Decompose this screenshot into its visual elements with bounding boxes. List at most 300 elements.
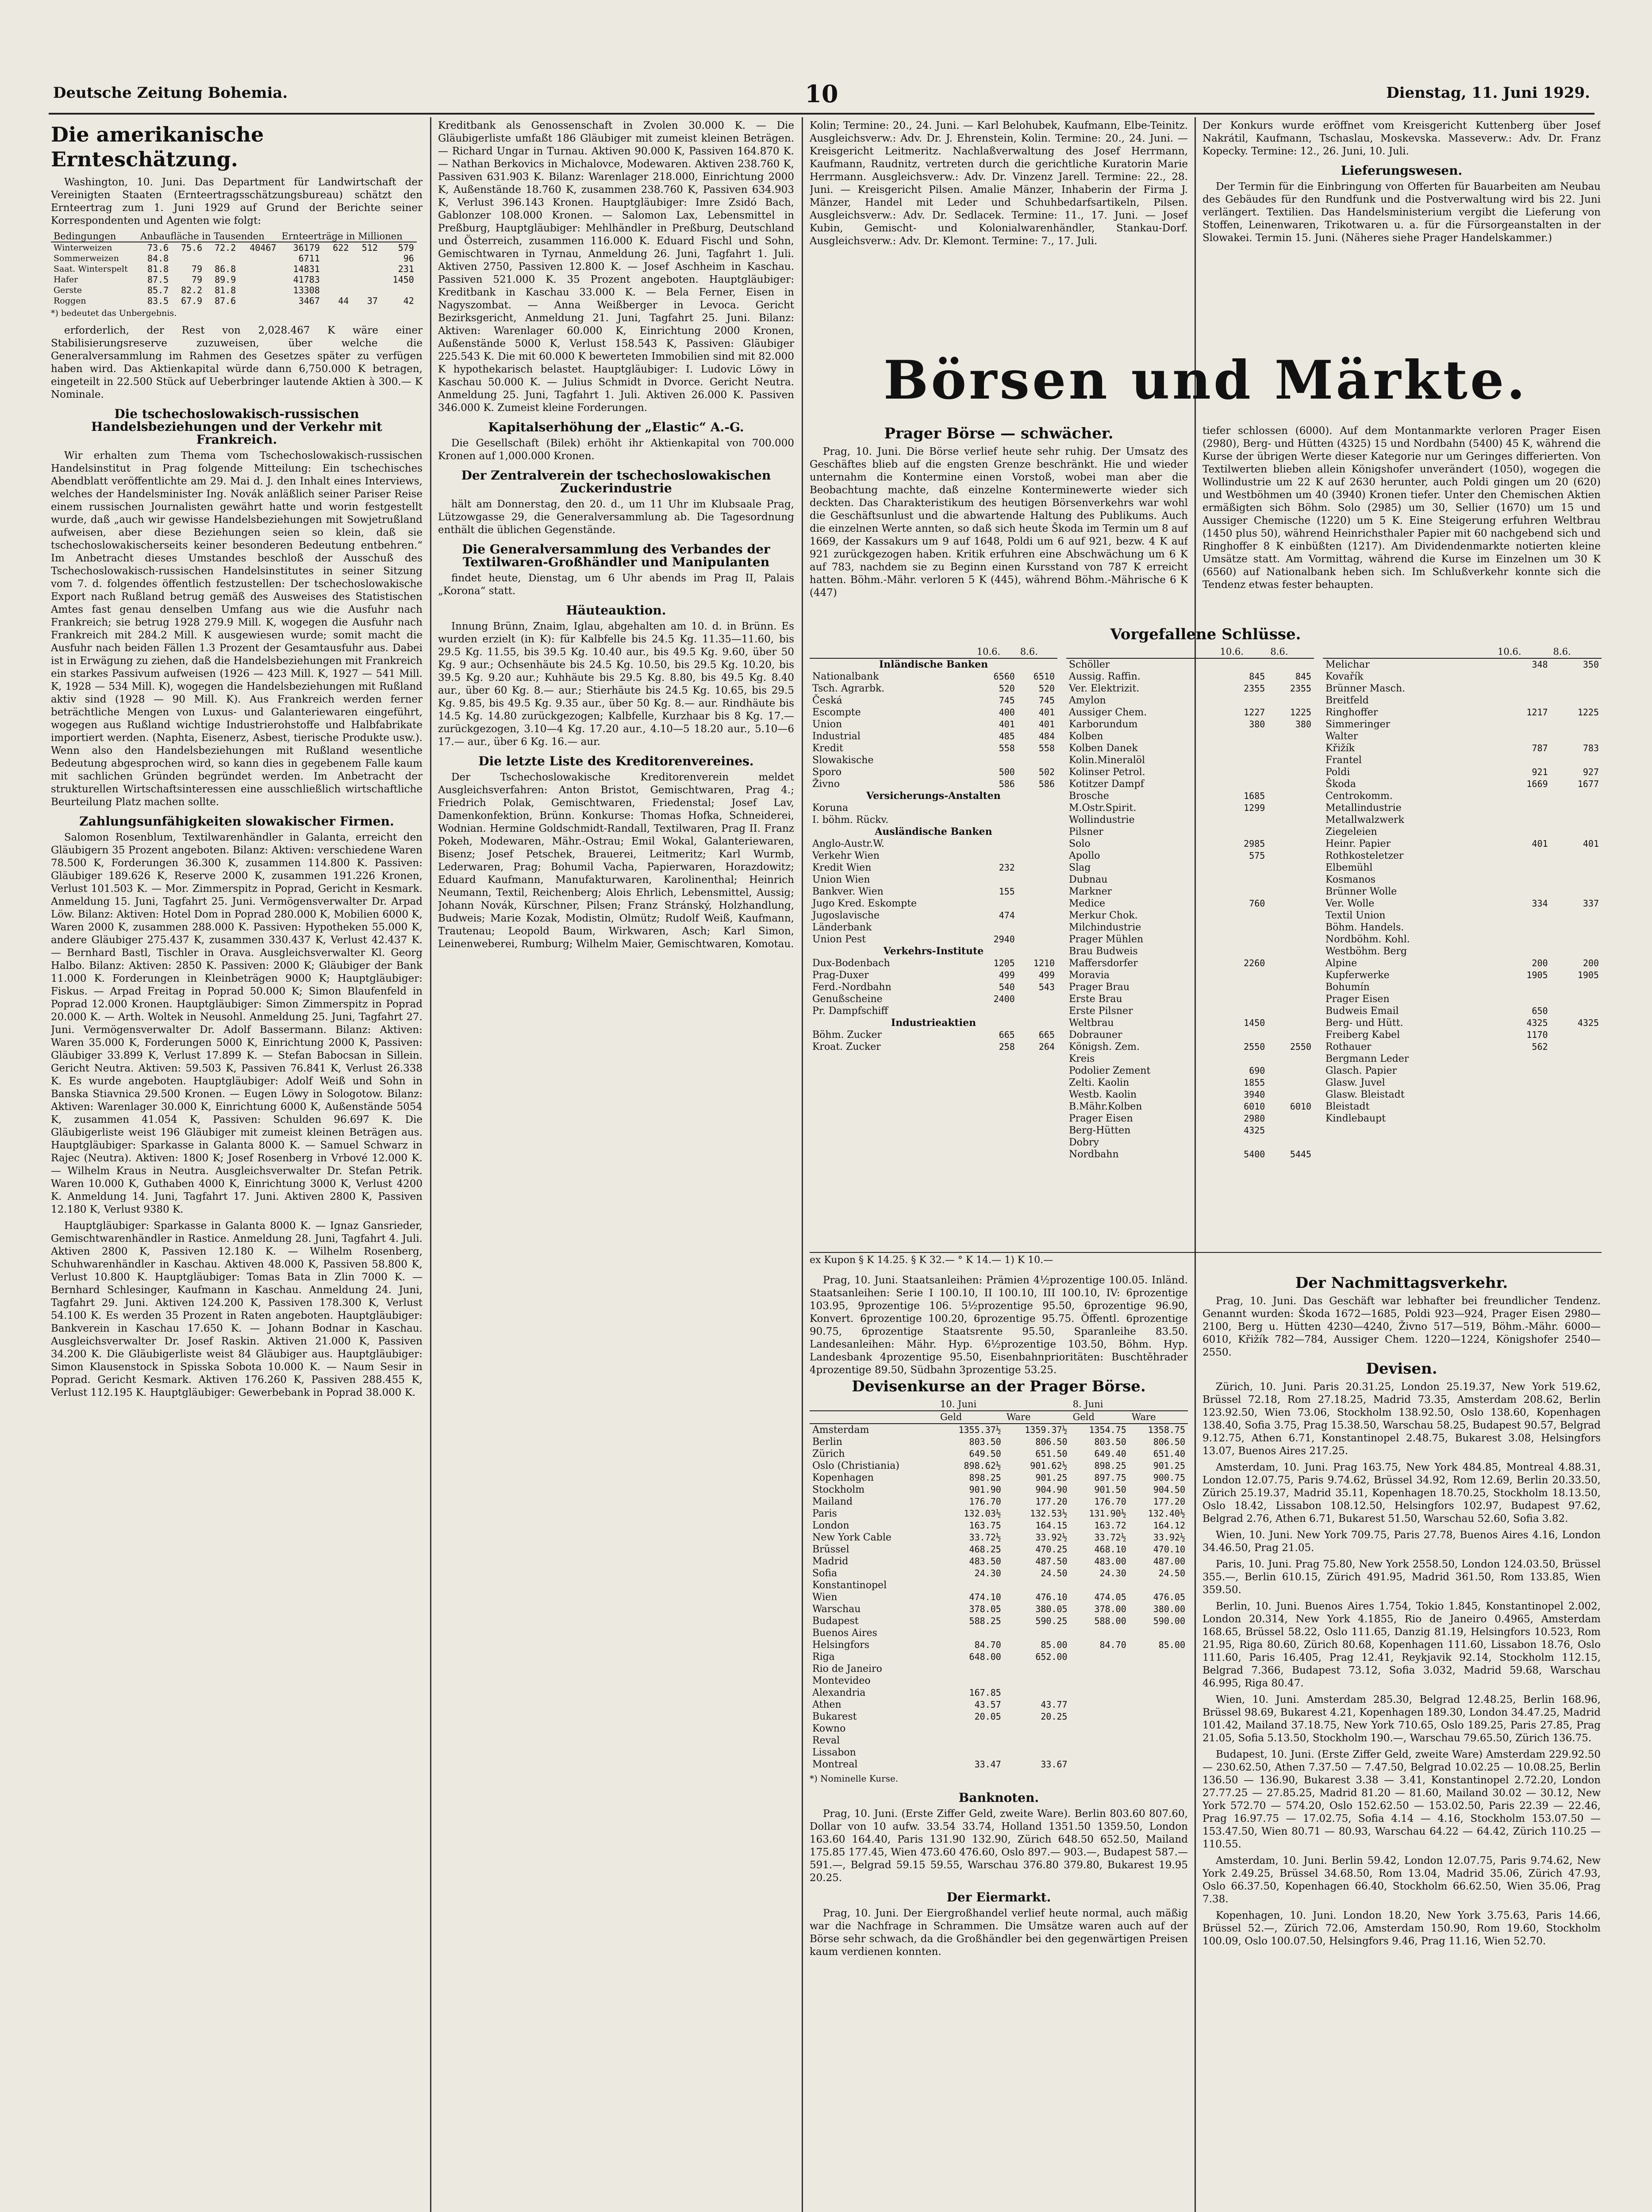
stock-row [1066, 778, 1314, 790]
fx-city: Madrid [812, 1556, 849, 1567]
fx-city: Montevideo [812, 1675, 871, 1686]
stock-price [1495, 718, 1551, 730]
stock-price: 258 [999, 1041, 1015, 1052]
stock-row [1323, 718, 1602, 730]
stock-price [1018, 874, 1057, 886]
stock-price [1268, 981, 1314, 993]
closing-prices-table-2 [1066, 646, 1314, 1248]
stock-name: Brünner Wolle [1325, 886, 1397, 897]
fx-rate [1070, 1759, 1129, 1770]
subheading: Die letzte Liste des Kreditorenvereines. [478, 754, 754, 768]
stock-name: Kosmanos [1325, 874, 1376, 885]
subheading-insolvency: Zahlungsunfähigkeiten slowakischer Firmen. [79, 814, 394, 829]
crop-name: Sommerweizen [54, 253, 119, 263]
stock-price: 380 [1249, 719, 1265, 730]
stock-row [1323, 1065, 1602, 1077]
stock-name: Pr. Dampfschiff [812, 1006, 888, 1017]
fx-city: Amsterdam [812, 1425, 869, 1436]
stock-price: 575 [1249, 850, 1265, 861]
stock-name: Metallindustrie [1325, 803, 1402, 814]
fx-rate [1129, 1735, 1188, 1747]
article-lead: Washington, 10. Juni. Das Department für Landwirtschaft der Vereinigten Staaten (Ernteertragsschätzungsbureau) schätzt den Ernteertrag zum 1. Juni 1929 auf Grund der Berichte seiner Korrespondenten und Agenten wie folgt: [51, 177, 423, 227]
stock-price: 665 [999, 1029, 1015, 1040]
crop-value: 36179 [293, 242, 320, 253]
stock-row [810, 969, 1057, 981]
crop-row [51, 296, 423, 306]
stock-name: Erste Brau [1069, 994, 1122, 1005]
fx-city: Helsingfors [812, 1640, 870, 1651]
crop-value: 37 [367, 296, 378, 306]
fx-row [810, 1460, 1188, 1472]
stock-row [810, 862, 1057, 874]
stock-price [1217, 814, 1268, 826]
stock-row [1323, 874, 1602, 886]
stock-row [1323, 993, 1602, 1005]
stock-name: Koruna [812, 803, 849, 814]
fx-row [810, 1627, 1188, 1639]
fx-rate: 20.25 [1041, 1711, 1068, 1722]
stock-price: 2260 [1244, 958, 1265, 968]
stock-price: 745 [999, 695, 1015, 706]
stock-row [810, 683, 1057, 695]
closing-prices-table-1 [810, 646, 1057, 1248]
stock-row [1066, 969, 1314, 981]
fx-rate: 470.25 [1035, 1544, 1068, 1555]
fx-rate: 378.05 [969, 1604, 1001, 1614]
stock-name: Amylon [1069, 695, 1106, 706]
crop-value [238, 285, 279, 296]
stock-row [1323, 1005, 1602, 1017]
fx-rate: 33.67 [1041, 1759, 1068, 1770]
stock-price [1217, 981, 1268, 993]
stock-price [1268, 957, 1314, 969]
fx-rate: 803.50 [969, 1436, 1001, 1447]
devisen-text [1203, 1381, 1601, 1948]
stock-name: Jugoslavische [812, 910, 880, 921]
stock-row [1066, 658, 1314, 671]
stock-price: 380 [1295, 719, 1311, 730]
fx-row [810, 1532, 1188, 1544]
fx-city: Montreal [812, 1759, 858, 1770]
column-2 [438, 119, 794, 2212]
fx-rate [1070, 1651, 1129, 1663]
fx-rate [937, 1579, 1004, 1591]
fx-rate: 806.50 [1153, 1436, 1185, 1447]
stock-name: Kolben [1069, 731, 1103, 742]
stock-name: Wollindustrie [1069, 814, 1135, 826]
fx-row [810, 1472, 1188, 1484]
stock-price [1551, 754, 1602, 766]
stock-row [1323, 778, 1602, 790]
stock-price: 1225 [1577, 707, 1599, 718]
stock-name: Pilsner [1069, 826, 1103, 837]
fx-rate: 43.77 [1041, 1699, 1068, 1710]
stock-row [1323, 862, 1602, 874]
stock-row [1066, 730, 1314, 742]
stock-price [1495, 933, 1551, 945]
article-paragraph: Prag, 10. Juni. Die Börse verlief heute sehr ruhig. Der Umsatz des Geschäftes blieb auf die engsten Grenze beschränkt. Hie und wieder unternahm die Kontermine einen Vorstoß, wobei man aber die Beobachtung machte, daß einzelne Konterminewerte wieder sich deckten. Das Charakteristikum des heutigen Börsenverkehrs war wohl die Geschäftsunlust und die abwartende Haltung des Publikums. Auch die einzelnen Werte annten, so daß sich heute Škoda im Termin um 8 auf 1669, der Kassakurs um 9 auf 1648, Poldi um 6 auf 921, bezw. 4 K auf 921 zurückgezogen haben. Kritik erfuhren eine Abschwächung um 6 K auf 783, nachdem sie zu Beginn einen Kursstand von 787 K erreicht hatten. Böhm.-Mähr. verloren 5 K (445), während Böhm.-Mährische 6 K (447) [810, 446, 1188, 599]
crop-value: 622 [333, 242, 349, 253]
fx-rate: 132.40½ [1148, 1508, 1185, 1519]
fx-rate: 468.25 [969, 1544, 1001, 1555]
stock-group-name: Industrieaktien [891, 1017, 976, 1029]
stock-price [1551, 862, 1602, 874]
stock-price [1495, 1053, 1551, 1065]
fx-city: Brüssel [812, 1544, 849, 1555]
stock-name: B.Mähr.Kolben [1069, 1101, 1142, 1112]
fx-note: *) Nominelle Kurse. [810, 1773, 899, 1784]
subheading: Die Generalversammlung des Verbandes der Textilwaren-Großhändler und Manipulanten [462, 542, 770, 569]
masthead [53, 80, 1590, 111]
stock-price: 401 [1038, 707, 1055, 718]
stock-price [1268, 862, 1314, 874]
stock-name: Kolinser Petrol. [1069, 767, 1145, 778]
stock-group-row [810, 658, 1057, 671]
stock-price: 499 [999, 970, 1015, 980]
stock-name: Křižík [1325, 743, 1355, 754]
stock-price [1217, 993, 1268, 1005]
crop-value [351, 285, 380, 296]
crop-header: Anbaufläche in Tausenden [138, 231, 279, 242]
stock-name: Länderbank [812, 922, 872, 933]
fx-city: New York Cable [812, 1532, 891, 1543]
stock-name: Apollo [1069, 850, 1100, 861]
crop-value [380, 285, 417, 296]
stock-price: 586 [1038, 779, 1055, 789]
stock-group-name: Inländische Banken [879, 659, 988, 670]
fx-rate [1129, 1711, 1188, 1723]
stock-name: Zelti. Kaolin [1069, 1077, 1130, 1088]
closing-prices-table-3 [1323, 646, 1602, 1248]
stock-name: Prager Eisen [1325, 994, 1390, 1005]
fx-rate: 33.72½ [969, 1532, 1001, 1543]
stock-row [1066, 1053, 1314, 1065]
stock-price [1268, 898, 1314, 910]
stock-name: Jugo Kred. Eskompte [812, 898, 917, 909]
stock-row [810, 1041, 1057, 1053]
stock-price [1551, 1065, 1602, 1077]
crop-value: 42 [403, 296, 414, 306]
crop-value: 86.8 [215, 264, 236, 274]
stock-price: 520 [999, 683, 1015, 694]
devisen-paragraph: Wien, 10. Juni. Amsterdam 285.30, Belgrad 12.48.25, Berlin 168.96, Brüssel 98.69, Bukarest 4.21, Kopenhagen 189.30, London 34.47.25, Madrid 101.42, Mailand 37.18.75, New York 710.65, Oslo 189.25, Paris 27.85, Prag 21.05, Sofia 5.13.50, Stockholm 190.—, Warschau 79.65.50, Zürich 136.75. [1203, 1694, 1601, 1744]
egg-market-heading: Der Eiermarkt. [946, 1890, 1051, 1905]
fx-col: Geld [1070, 1411, 1129, 1424]
article-paragraph: Prag, 10. Juni. Das Geschäft war lebhafter bei freundlicher Tendenz. Genannt wurden: Škoda 1672—1685, Poldi 923—924, Prager Eisen 2980—2100, Berg u. Hütten 4230—4240, Živno 517—519, Böhm.-Mähr. 6000—6010, Křižík 782—784, Aussiger Chem. 1220—1224, Königshofer 2540—2550. [1203, 1295, 1601, 1358]
fx-rate: 476.10 [1035, 1592, 1068, 1602]
stock-row [1323, 1089, 1602, 1101]
fx-city: Lissabon [812, 1747, 856, 1758]
devisen-paragraph: Budapest, 10. Juni. (Erste Ziffer Geld, zweite Ware) Amsterdam 229.92.50 — 230.62.50, Athen 7.37.50 — 7.47.50, Belgrad 10.02.25 — 10.08.25, Berlin 136.50 — 136.90, Bukarest 3.38 — 3.41, Konstantinopel 2.72.20, London 27.77.25 — 27.85.25, Madrid 81.20 — 81.60, Mailand 30.02 — 30.12, New York 572.70 — 574.20, Oslo 152.62.50 — 153.02.50, Paris 22.39 — 22.46, Prag 16.97.75 — 17.02.75, Sofia 4.14 — 4.16, Stockholm 153.07.50 — 153.47.50, Wien 80.71 — 80.93, Warschau 64.22 — 64.42, Zürich 110.25 — 110.55. [1203, 1749, 1601, 1850]
stock-row [810, 993, 1057, 1005]
stock-price: 401 [999, 719, 1015, 730]
article-paragraph: Die Gesellschaft (Bilek) erhöht ihr Aktienkapital von 700.000 Kronen auf 1,000.000 Kronen. [438, 438, 794, 462]
article-paragraph: Wir erhalten zum Thema vom Tschechoslowakisch-russischen Handelsinstitut in Prag folgende Mitteilung: Ein tschechisches Abendblatt veröffentlichte am 29. Mai d. J. den Inhalt eines Interviews, welches der Handelsminister Ing. Novák anläßlich seiner Pariser Reise einem russischen Journalisten gewährt hatte und worin festgestellt wurde, daß „auch wir gewisse Handelsbeziehungen mit Sowjetrußland aufweisen, aber diese Beziehungen seien so klein, daß sie tschechoslowakischerseits keiner besonderen Bedeutung entbehren.“ Im Anbetracht dieses Umstandes beschloß der Ausschuß des Tschechoslowakisch-russischen Handelsinstitutes in seiner Sitzung vom 7. d. folgendes öffentlich festzustellen: Der tschechoslowakische Export nach Rußland betrug gemäß des Ausweises des Statistischen Amtes fast genau denselben Umfang aus wie die Ausfuhr nach Frankreich; sie betrug 1928 279.9 Mill. K, wogegen die Ausfuhr nach Frankreich mit 284.2 Mill. K ausgewiesen wurde; somit macht die Ausfuhr nach beiden Fällen 1.3 Prozent der Gesamtausfuhr aus. Dabei ist in Erwägung zu ziehen, daß die Handelsbeziehungen mit Frankreich ein starkes Passivum aufweisen (1926 — 423 Mill. K, 1927 — 541 Mill. K, 1928 — 534 Mill. K), wogegen die Handelsbeziehungen mit Rußland aktiv sind (1928 — 90 Mill. K). Aus Frankreich werden ferner beträchtliche Mengen von Luxus- und Galanteriewaren eingeführt, wogegen aus Rußland wichtige Industrierohstoffe und Halbfabrikate importiert werden. (Naphta, Eisenerz, Asbest, tierische Produkte usw.). Wenn also den Handelsbeziehungen mit Rußland wesentliche Bedeutung abgesprochen wird, so kann dies in gegebenem Falle kaum mit sachlichen Gründen begründet werden. Im Anbetracht der strukturellen Wirtschaftsinteressen eine ausschließlich wirtschaftliche Beurteilung Platz machen sollte. [51, 450, 423, 808]
stock-price [1551, 981, 1602, 993]
stock-price: 232 [999, 862, 1015, 873]
stock-name: Ferd.-Nordbahn [812, 982, 891, 993]
article-paragraph: tiefer schlossen (6000). Auf dem Montanmarkte verloren Prager Eisen (2980), Berg- und Hütten (4325) 15 und Nordbahn (5400) 45 K, während die Kurse der übrigen Werte dieser Kategorie nur um Geringes differierten. Von Textilwerten blieben allein Königshofer unverändert (1050), wogegen die Wollindustrie um 22 K auf 2630 herunter, auch Poldi gingen um 20 (620) und Westböhmen um 40 (3940) Kronen tiefer. Unter den Chemischen Aktien ermäßigten sich Böhm. Solo (2985) um 30, Sellier (1670) um 15 und Aussiger Chemische (1220) um 5 K. Eine Steigerung erfuhren Weltbrau (1450 plus 50), während Heinrichsthaler Papier mit 60 nachgebend sich und Ringhoffer 8 K einbüßten (1217). Am Dividendenmarkte notierten kleine Umsätze statt. Am Vormittag, während die Kurse im Einzelnen um 30 K (6560) auf Nationalbank heben sich. Im Schlußverkehr konnte sich die Tendenz etwas fester behaupten. [1203, 425, 1601, 591]
stock-price: 5400 [1244, 1149, 1265, 1160]
stock-price [1018, 933, 1057, 945]
fx-rate: 468.10 [1094, 1544, 1126, 1555]
crop-value [323, 253, 352, 264]
stock-row [1066, 862, 1314, 874]
crop-name: Hafer [54, 275, 78, 284]
fx-rate: 33.92½ [1035, 1532, 1068, 1543]
stock-price [1495, 886, 1551, 898]
stock-price: 1299 [1244, 803, 1265, 813]
stock-name: Milchindustrie [1069, 922, 1141, 933]
fx-rate: 487.00 [1153, 1556, 1185, 1567]
stock-name: Rothkosteletzer [1325, 850, 1404, 861]
stock-row [810, 778, 1057, 790]
fx-rate: 84.70 [974, 1640, 1001, 1650]
stock-price: 845 [1295, 671, 1311, 682]
stock-price: 6510 [1033, 671, 1055, 682]
masthead-rule [49, 113, 1594, 115]
stock-price [1268, 886, 1314, 898]
stock-row [1066, 945, 1314, 957]
fx-rate: 380.00 [1153, 1604, 1185, 1614]
fx-rate [1129, 1723, 1188, 1735]
stock-price: 401 [1583, 838, 1599, 849]
stock-price [1217, 1053, 1268, 1065]
stock-price [1217, 969, 1268, 981]
stock-name: Westb. Kaolin [1069, 1089, 1137, 1100]
stock-row [1066, 695, 1314, 707]
fx-rate: 474.10 [969, 1592, 1001, 1602]
stock-row [1323, 1029, 1602, 1041]
stock-name: Genußscheine [812, 994, 883, 1005]
stock-price: 200 [1583, 958, 1599, 968]
fx-rate: 164.15 [1035, 1520, 1068, 1531]
fx-rate: 163.75 [969, 1520, 1001, 1531]
stock-row [1066, 754, 1314, 766]
fx-rate: 177.20 [1153, 1496, 1185, 1507]
stock-price [1268, 1053, 1314, 1065]
stock-name: Simmeringer [1325, 719, 1391, 730]
stock-price: 562 [1532, 1041, 1548, 1052]
stock-row [810, 850, 1057, 862]
stock-name: Maffersdorfer [1069, 958, 1138, 969]
stock-row [1066, 1148, 1314, 1160]
stock-row [1066, 1077, 1314, 1089]
stock-price [1268, 910, 1314, 922]
article-paragraph: Salomon Rosenblum, Textilwarenhändler in Galanta, erreicht den Gläubigern 35 Prozent angeboten. Bilanz: Aktiven: verschiedene Waren 78.500 K, Forderungen 36.300 K, zusammen 114.800 K. Passiven: Gläubiger 189.626 K, Reserve 2000 K, zusammen 191.226 Kronen, Verlust 101.503 K. — Mor. Zimmerspitz in Poprad, Gericht in Kesmark. Anmeldung 15. Juni, Tagfahrt 25. Juni. Vermögensverwalter Dr. Arpad Löw. Bilanz: Aktiven: Hotel Dom in Poprad 280.000 K, Mobilien 6000 K, Waren 2000 K, zusammen 288.000 K. Passiven: Hypotheken 55.000 K, andere Gläubiger 275.437 K, zusammen 330.437 K, Verlust 42.437 K. — Bernhard Bastl, Tischler in Orava. Ausgleichsverwalter Kl. Georg Halbo. Bilanz: Aktiven: 2850 K. Passiven: 2000 K; Gläubiger der Bank 11.000 K. Forderungen in Kleinbeträgen 9000 K; Hauptgläubiger: Fiskus. — Arpad Freitag in Poprad 50.000 K; Simon Blaufenfeld in Poprad 12.000 Kronen. Hauptgläubiger: Simon Zimmerspitz in Poprad 20.000 K. — Arth. Woltek in Neusohl. Anmeldung 25. Juni, Tagfahrt 27. Juni. Vermögensverwalter Dr. Adolf Bassermann. Bilanz: Aktiven: Waren 35.000 K, Forderungen 5000 K, Einrichtung 2000 K, Passiven: Gläubiger 33.899 K, Verlust 17.899 K. — Stefan Babocsan in Sillein. Gericht Neutra. Aktiven: 59.503 K, Passiven 76.841 K, Verlust 26.338 K. Es wurde angeboten. Hauptgläubiger: Adolf Weiß und Sohn in Banska Stiavnica 29.500 Kronen. — Eugen Löwy in Sologotow. Bilanz: Aktiven: Warenlager 30.000 K, Einrichtung 6000 K, Außenstände 5054 K, zusammen 41.054 K, Passiven: Schulden 96.697 K. Die Gläubigerliste weist 196 Gläubiger mit zumeist kleinen Beträgen aus. Hauptgläubiger: Sparkasse in Galanta 8000 K. — Samuel Schwarz in Rajec (Neutra). Aktiven: 1800 K; Josef Rosenberg in Vrbové 12.000 K. — Wilhelm Kraus in Neutra. Ausgleichsverwalter Dr. Stefan Petrik. Waren 10.000 K, Guthaben 4000 K, Einrichtung 3000 K, Verlust 4200 K. Anmeldung 14. Juni, Tagfahrt 17. Juni. Aktiven 2800 K, Passiven 12.180 K, Verlust 9380 K. [51, 832, 423, 1215]
stock-name: Prager Mühlen [1069, 934, 1144, 945]
crop-value: 13308 [293, 285, 320, 296]
stock-name: Schöller [1069, 659, 1110, 670]
fx-rate: 378.00 [1094, 1604, 1126, 1614]
stock-price: 484 [1038, 731, 1055, 741]
stock-price: 6560 [993, 671, 1015, 682]
stock-price [1551, 886, 1602, 898]
fx-rate [1129, 1759, 1188, 1770]
crop-value: 82.2 [181, 285, 203, 296]
stock-price: 1217 [1526, 707, 1548, 718]
fx-rate [937, 1675, 1004, 1687]
stock-name: Union Wien [812, 874, 870, 885]
stock-row [1323, 981, 1602, 993]
stock-row [810, 730, 1057, 742]
stock-name: Dubnau [1069, 874, 1108, 885]
stock-row [1323, 969, 1602, 981]
stock-price [1551, 730, 1602, 742]
stock-row [1323, 1113, 1602, 1125]
stock-price [974, 802, 1018, 814]
stock-name: Medice [1069, 898, 1106, 909]
fx-rate [1004, 1663, 1070, 1675]
stock-price [1268, 1113, 1314, 1125]
crop-value: 1450 [392, 274, 414, 285]
stock-price [1268, 969, 1314, 981]
stock-row [810, 1005, 1057, 1017]
fx-city: Budapest [812, 1616, 859, 1627]
fx-rate [1070, 1699, 1129, 1711]
stock-row [810, 1029, 1057, 1041]
stock-price [1268, 1077, 1314, 1089]
fx-rate: 176.70 [1094, 1496, 1126, 1507]
crop-value: 85.7 [147, 285, 169, 296]
fx-rate [937, 1663, 1004, 1675]
fx-rate: 487.50 [1035, 1556, 1068, 1567]
stock-price [1495, 850, 1551, 862]
date-col: 8.6. [1018, 646, 1057, 658]
crop-value [323, 285, 352, 296]
stock-name: Bohumín [1325, 982, 1370, 993]
fx-rate: 164.12 [1153, 1520, 1185, 1531]
fx-rate [1129, 1699, 1188, 1711]
fx-city: Buenos Aires [812, 1628, 877, 1639]
stock-name: Walter [1325, 731, 1358, 742]
stock-name: Ziegeleien [1325, 826, 1377, 837]
fx-rate: 24.30 [1099, 1568, 1126, 1578]
fx-rate: 904.90 [1035, 1484, 1068, 1495]
devisen-paragraph: Wien, 10. Juni. New York 709.75, Paris 27.78, Buenos Aires 4.16, London 34.46.50, Prag 21.05. [1203, 1529, 1601, 1554]
stock-row [1066, 1005, 1314, 1017]
fx-rate: 132.53½ [1030, 1508, 1068, 1519]
stock-price [1551, 1041, 1602, 1053]
article-paragraph: Der Konkurs wurde eröffnet vom Kreisgericht Kuttenberg über Josef Nakrátil, Kaufmann, Tschaslau, Moskevska. Masseverw.: Adv. Dr. Franz Kopecky. Termine: 12., 26. Juni, 10. Juli. [1203, 120, 1601, 157]
stock-row [810, 718, 1057, 730]
crop-value [417, 285, 423, 296]
stock-row [1066, 874, 1314, 886]
fx-row [810, 1747, 1188, 1759]
stock-price [1551, 1053, 1602, 1065]
stock-price [1018, 993, 1057, 1005]
crop-value: 96 [403, 253, 414, 264]
crop-value [351, 264, 380, 274]
stock-price [1018, 802, 1057, 814]
stock-price: 2940 [993, 934, 1015, 945]
stock-name: Poldi [1325, 767, 1350, 778]
markets-section-header [810, 345, 1602, 420]
stock-price: 558 [1038, 743, 1055, 753]
stock-price [1495, 1077, 1551, 1089]
fx-rate: 380.05 [1035, 1604, 1068, 1614]
stock-row [1323, 671, 1602, 683]
stock-name: Weltbrau [1069, 1018, 1114, 1029]
stock-price: 348 [1532, 659, 1548, 670]
stock-price [1495, 826, 1551, 838]
stock-name: Union Pest [812, 934, 866, 945]
fx-city: Warschau [812, 1604, 861, 1615]
stock-row [1323, 1041, 1602, 1053]
stock-price [1217, 695, 1268, 707]
stock-price: 690 [1249, 1065, 1265, 1076]
stock-price [1551, 1113, 1602, 1125]
article-paragraph: findet heute, Dienstag, um 6 Uhr abends im Prag II, Palais „Korona“ statt. [438, 572, 794, 597]
stock-price [974, 898, 1018, 910]
fx-row [810, 1544, 1188, 1555]
stock-name: Verkehr Wien [812, 850, 880, 861]
fx-rate [1004, 1723, 1070, 1735]
fx-rate: 132.03½ [964, 1508, 1001, 1519]
stock-name: Ver. Elektrizit. [1069, 683, 1140, 694]
stock-name: Berg- und Hütt. [1325, 1018, 1403, 1029]
fx-rate [1129, 1663, 1188, 1675]
stock-price [1217, 1137, 1268, 1148]
stock-name: Bleistadt [1325, 1101, 1370, 1112]
stock-row [1323, 826, 1602, 838]
fx-rate [1070, 1723, 1129, 1735]
fx-rate: 483.50 [969, 1556, 1001, 1567]
stock-row [1323, 1053, 1602, 1065]
crop-name: Winterweizen [54, 243, 112, 253]
stock-price: 1677 [1577, 779, 1599, 789]
crop-value [323, 274, 352, 285]
fx-rate: 649.50 [969, 1448, 1001, 1459]
stock-price [1551, 826, 1602, 838]
stock-price: 264 [1038, 1041, 1055, 1052]
afternoon-heading: Der Nachmittagsverkehr. [1295, 1274, 1508, 1292]
stock-name: Kredit Wien [812, 862, 872, 873]
fx-city: Stockholm [812, 1484, 865, 1495]
stock-price [1495, 802, 1551, 814]
stock-price [1551, 993, 1602, 1005]
date-col: 10.6. [1495, 646, 1551, 658]
devisen-paragraph: Amsterdam, 10. Juni. Berlin 59.42, London 12.07.75, Paris 9.74.62, New York 2.49.25, Brüssel 34.68.50, Rom 13.04, Madrid 35.06, Zürich 47.93, Oslo 66.37.50, Kopenhagen 66.40, Stockholm 66.62.50, Wien 35.06, Prag 7.38. [1203, 1855, 1601, 1905]
stock-price [1268, 1029, 1314, 1041]
fx-rate: 470.10 [1153, 1544, 1185, 1555]
subheading-trade: Die tschechoslowakisch-russischen Handelsbeziehungen und der Verkehr mit Frankreich. [91, 407, 382, 447]
stock-price [1268, 826, 1314, 838]
stock-price [1217, 778, 1268, 790]
stock-price: 400 [999, 707, 1015, 718]
stock-price [1217, 658, 1268, 671]
stock-name: Živno [812, 779, 840, 790]
stock-group-name: Versicherungs-Anstalten [866, 790, 1001, 802]
stock-price: 543 [1038, 982, 1055, 992]
fx-rate [1004, 1687, 1070, 1699]
stock-price [1217, 766, 1268, 778]
fx-rate [1004, 1735, 1070, 1747]
stock-price: 558 [999, 743, 1015, 753]
stock-price: 4325 [1526, 1018, 1548, 1028]
stock-price [1495, 814, 1551, 826]
stock-price: 2980 [1244, 1113, 1265, 1124]
fx-rate [1129, 1651, 1188, 1663]
column-divider [430, 117, 431, 2212]
stock-price [1268, 802, 1314, 814]
stock-name: Kolben Danek [1069, 743, 1138, 754]
stock-name: Kovařík [1325, 671, 1364, 682]
stock-price [1551, 922, 1602, 933]
article-paragraph: Hauptgläubiger: Sparkasse in Galanta 8000 K. — Ignaz Gansrieder, Gemischtwarenhändler in Rastice. Anmeldung 28. Juni, Tagfahrt 4. Juli. Aktiven 2800 K, Passiven 12.180 K. — Wilhelm Rosenberg, Schuhwarenhändler in Kaschau. Aktiven 48.000 K, Passiven 58.800 K, Verlust 10.800 K. Hauptgläubiger: Tomas Bata in Zlin 7000 K. — Bernhard Schlesinger, Kaufmann in Kaschau. Anmeldung 24. Juni, Tagfahrt 29. Juni. Aktiven 124.200 K, Passiven 178.300 K, Verlust 54.100 K. Es werden 35 Prozent in Raten angeboten. Hauptgläubiger: Bankverein in Kaschau 17.650 K. — Johann Bodnar in Kaschau. Ausgleichsverwalter Dr. Josef Raskin. Aktiven 21.000 K, Passiven 34.200 K. Die Gläubigerliste weist 84 Gläubiger aus. Hauptgläubiger: Simon Klausenstock in Spisska Sobota 10.000 K. — Naum Sesir in Poprad. Gericht Kesmark. Aktiven 176.260 K, Passiven 288.455 K, Verlust 112.195 K. Hauptgläubiger: Gewerbebank in Poprad 38.000 K. [51, 1220, 423, 1398]
stock-row [1066, 1041, 1314, 1053]
crop-value: 89.9 [215, 274, 236, 285]
